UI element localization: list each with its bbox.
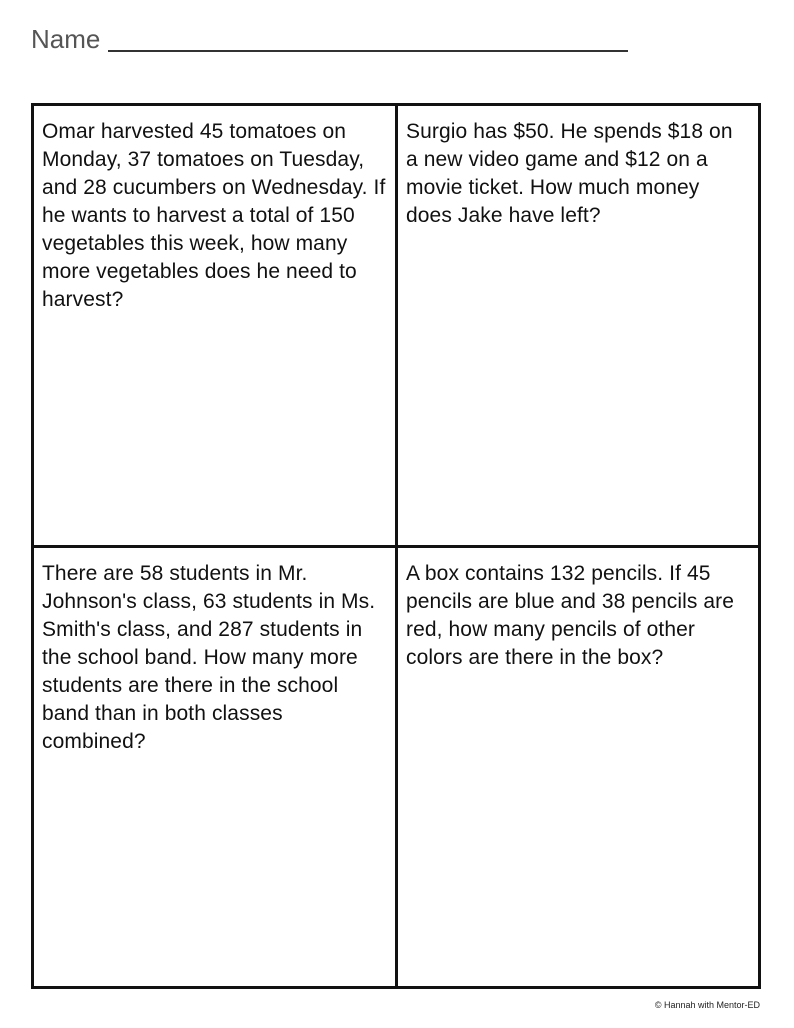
problem-text-2: Surgio has $50. He spends $18 on a new video game and $12 on a movie ticket. How much money does Jake have left? (406, 120, 733, 227)
problem-grid (31, 103, 761, 989)
name-row (31, 22, 628, 56)
problem-text-3: There are 58 students in Mr. Johnson's class, 63 students in Ms. Smith's class, and 287 students in the school band. How many more students are there in the school band than in both classes combined? (42, 562, 376, 753)
problem-box-2[interactable] (398, 106, 758, 548)
problem-text-1: Omar harvested 45 tomatoes on Monday, 37 tomatoes on Tuesday, and 28 cucumbers on Wednesday. If he wants to harvest a total of 150 vegetables this week, how many more vegetables does he need to harvest? (42, 120, 386, 311)
name-blank-line[interactable] (108, 50, 628, 52)
copyright-footer: © Hannah with Mentor-ED (654, 1000, 760, 1010)
problem-box-4[interactable] (398, 548, 758, 986)
problem-box-3[interactable] (34, 548, 398, 986)
problem-box-1[interactable] (34, 106, 398, 548)
name-label: Name (31, 24, 101, 54)
problem-text-4: A box contains 132 pencils. If 45 pencils are blue and 38 pencils are red, how many pencils of other colors are there in the box? (406, 562, 735, 669)
